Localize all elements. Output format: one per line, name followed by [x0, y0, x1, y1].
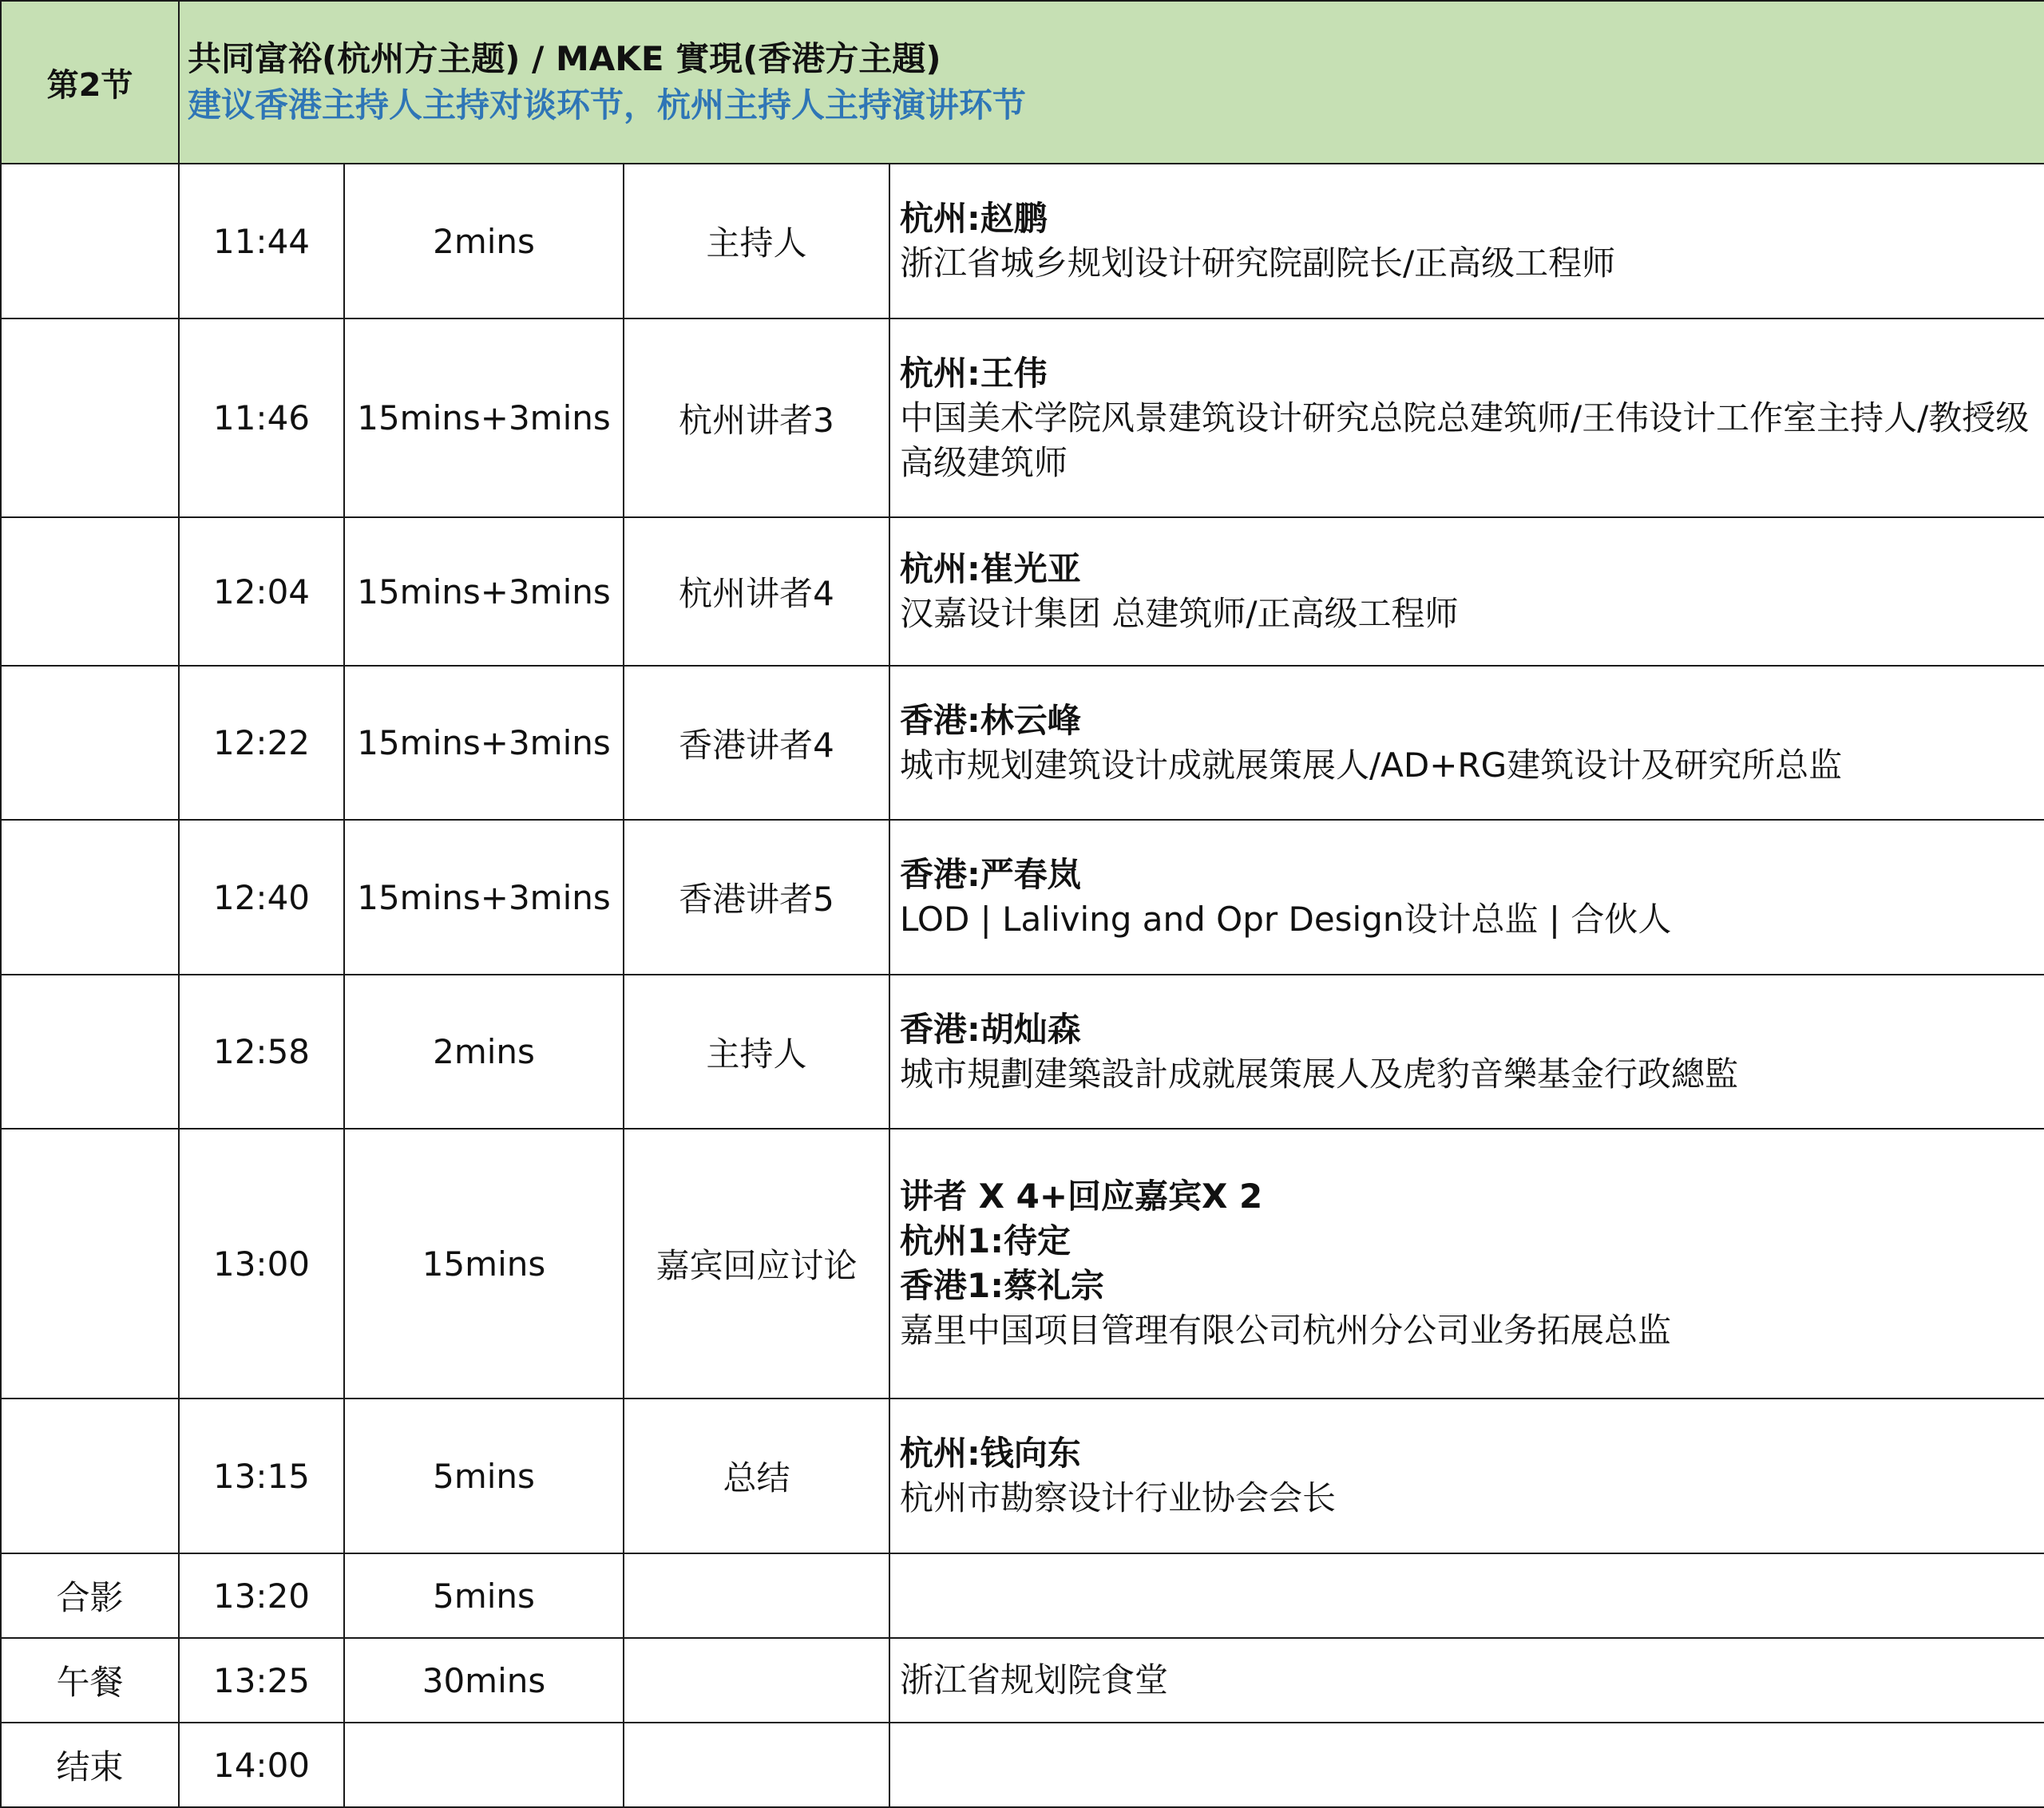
section-header-row [1, 1, 2044, 164]
schedule-row [1, 1399, 2044, 1553]
segment-cell [624, 1553, 889, 1638]
time-cell: 13:00 [179, 1129, 344, 1399]
time-cell: 12:22 [179, 666, 344, 820]
schedule-row [1, 666, 2044, 820]
segment-cell: 杭州讲者4 [624, 517, 889, 666]
duration-cell: 5mins [344, 1399, 624, 1553]
duration-cell: 2mins [344, 164, 624, 318]
duration-cell: 15mins [344, 1129, 624, 1399]
speaker-name: 杭州:王伟 [900, 353, 1048, 393]
segment-cell [624, 1723, 889, 1807]
segment-cell: 主持人 [624, 975, 889, 1129]
section-subtitle: 建议香港主持人主持对谈环节，杭州主持人主持演讲环节 [188, 85, 1027, 125]
time-cell: 14:00 [179, 1723, 344, 1807]
row-label [1, 666, 179, 820]
time-cell: 13:20 [179, 1553, 344, 1638]
speaker-description: 中国美术学院风景建筑设计研究总院总建筑师/王伟设计工作室主持人/教授级高级建筑师 [900, 398, 2030, 482]
speaker-cell [889, 318, 2044, 517]
duration-cell: 15mins+3mins [344, 820, 624, 975]
duration-cell: 15mins+3mins [344, 517, 624, 666]
segment-cell: 主持人 [624, 164, 889, 318]
row-label [1, 1399, 179, 1553]
speaker-description: 城市规划建筑设计成就展策展人/AD+RG建筑设计及研究所总监 [900, 745, 1843, 785]
schedule-row [1, 975, 2044, 1129]
segment-cell: 杭州讲者3 [624, 318, 889, 517]
section-label: 第2节 [1, 1, 179, 164]
speaker-name: 杭州:钱向东 [900, 1434, 1081, 1473]
speaker-description: 汉嘉设计集团 总建筑师/正高级工程师 [900, 594, 1459, 633]
row-label [1, 517, 179, 666]
speaker-cell [889, 1399, 2044, 1553]
schedule-row [1, 820, 2044, 975]
speaker-name: 杭州:崔光亚 [900, 549, 1081, 588]
speaker-cell [889, 975, 2044, 1129]
speaker-cell [889, 164, 2044, 318]
time-cell: 11:46 [179, 318, 344, 517]
speaker-description: 嘉里中国项目管理有限公司杭州分公司业务拓展总监 [900, 1311, 1672, 1350]
segment-cell: 香港讲者4 [624, 666, 889, 820]
row-label [1, 975, 179, 1129]
speaker-name: 讲者 X 4+回应嘉宾X 2 [900, 1177, 1263, 1216]
schedule-row [1, 1638, 2044, 1723]
duration-cell: 5mins [344, 1553, 624, 1638]
duration-cell: 15mins+3mins [344, 666, 624, 820]
row-label [1, 820, 179, 975]
schedule-row [1, 517, 2044, 666]
speaker-name: 杭州:赵鹏 [900, 199, 1048, 238]
schedule-row [1, 318, 2044, 517]
segment-cell: 香港讲者5 [624, 820, 889, 975]
row-label [1, 1129, 179, 1399]
schedule-row [1, 1723, 2044, 1807]
time-cell: 12:58 [179, 975, 344, 1129]
speaker-cell [889, 517, 2044, 666]
speaker-description: 城市規劃建築設計成就展策展人及虎豹音樂基金行政總監 [900, 1054, 1739, 1094]
duration-cell: 30mins [344, 1638, 624, 1723]
speaker-cell [889, 1553, 2044, 1638]
schedule-row [1, 1553, 2044, 1638]
speaker-name: 香港:林云峰 [900, 700, 1081, 740]
segment-cell: 总结 [624, 1399, 889, 1553]
time-cell: 12:04 [179, 517, 344, 666]
speaker-description: LOD | Laliving and Opr Design设计总监 | 合伙人 [900, 900, 1672, 939]
row-label: 结束 [1, 1723, 179, 1807]
speaker-cell [889, 1638, 2044, 1723]
speaker-name: 香港:严春岚 [900, 855, 1081, 894]
duration-cell: 2mins [344, 975, 624, 1129]
speaker-description: 浙江省城乡规划设计研究院副院长/正高级工程师 [900, 243, 1616, 283]
time-cell: 13:25 [179, 1638, 344, 1723]
speaker-name: 香港1:蔡礼宗 [900, 1266, 1105, 1305]
duration-cell [344, 1723, 624, 1807]
duration-cell: 15mins+3mins [344, 318, 624, 517]
segment-cell [624, 1638, 889, 1723]
speaker-description: 浙江省规划院食堂 [900, 1660, 1169, 1699]
speaker-cell [889, 1723, 2044, 1807]
speaker-name: 香港:胡灿森 [900, 1009, 1081, 1049]
section-header [179, 1, 2044, 164]
time-cell: 11:44 [179, 164, 344, 318]
row-label: 午餐 [1, 1638, 179, 1723]
speaker-cell [889, 820, 2044, 975]
section-title: 共同富裕(杭州方主题) / MAKE 實現(香港方主題) [188, 39, 941, 78]
speaker-cell [889, 1129, 2044, 1399]
row-label: 合影 [1, 1553, 179, 1638]
time-cell: 12:40 [179, 820, 344, 975]
time-cell: 13:15 [179, 1399, 344, 1553]
speaker-name: 杭州1:待定 [900, 1221, 1072, 1260]
row-label [1, 164, 179, 318]
schedule-row [1, 164, 2044, 318]
segment-cell: 嘉宾回应讨论 [624, 1129, 889, 1399]
speaker-cell [889, 666, 2044, 820]
speaker-description: 杭州市勘察设计行业协会会长 [900, 1478, 1337, 1517]
schedule-row [1, 1129, 2044, 1399]
row-label [1, 318, 179, 517]
